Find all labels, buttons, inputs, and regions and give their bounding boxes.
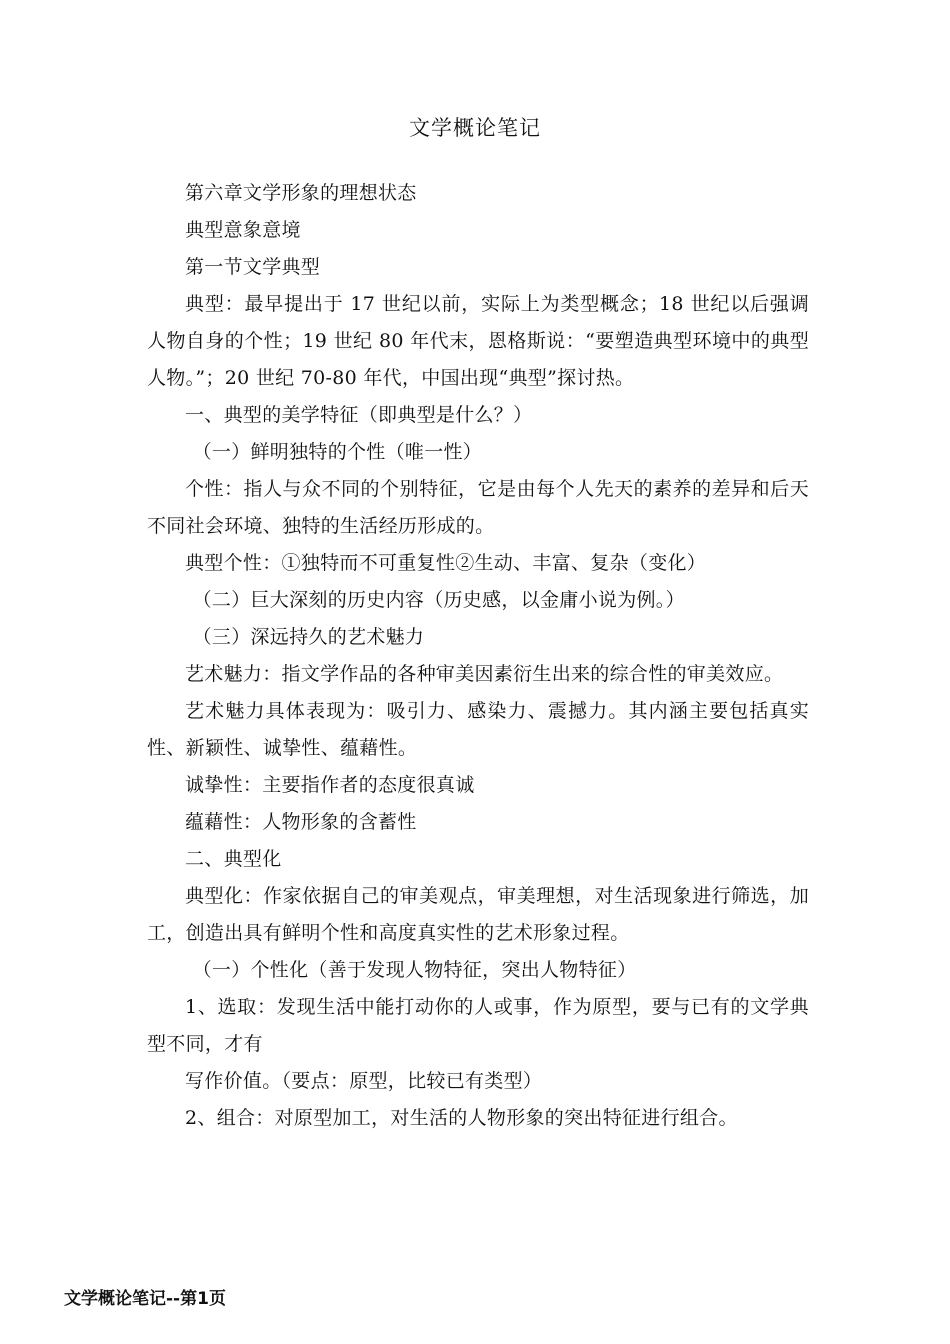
subheading-artistic-charm: （三）深远持久的艺术魅力 [192, 626, 425, 648]
paragraph-artistic-charm-definition: 艺术魅力：指文学作品的各种审美因素衍生出来的综合性的审美效应。 [185, 663, 784, 685]
paragraph-implicitness: 蕴藉性：人物形象的含蓄性 [185, 811, 417, 833]
paragraph-selection: 1、选取：发现生活中能打动你的人或事，作为原型，要与已有的文学典型不同，才有 [147, 996, 809, 1055]
document-body [147, 175, 809, 1137]
subheading-historical-content: （二）巨大深刻的历史内容（历史感，以金庸小说为例。） [192, 589, 685, 611]
page-title: 文学概论笔记 [409, 116, 541, 140]
subheading-personality: （一）鲜明独特的个性（唯一性） [192, 441, 483, 463]
chapter-subheading: 典型意象意境 [185, 219, 301, 241]
paragraph-writing-value: 写作价值。（要点：原型，比较已有类型） [185, 1070, 543, 1092]
paragraph-typification-definition: 典型化：作家依据自己的审美观点，审美理想，对生活现象进行筛选，加工，创造出具有鲜明个性和高度真实性的艺术形象过程。 [147, 885, 809, 944]
section-heading: 第一节文学典型 [185, 256, 321, 278]
paragraph-typical-personality: 典型个性：①独特而不可重复性②生动、丰富、复杂（变化） [185, 552, 707, 574]
page-footer: 文学概论笔记--第1页 [64, 1289, 226, 1309]
heading-aesthetic-features: 一、典型的美学特征（即典型是什么？） [185, 404, 533, 426]
paragraph-artistic-charm-manifestation: 艺术魅力具体表现为：吸引力、感染力、震撼力。其内涵主要包括真实性、新颖性、诚挚性、蕴藉性。 [147, 700, 809, 759]
heading-typification: 二、典型化 [185, 848, 282, 870]
chapter-heading: 第六章文学形象的理想状态 [185, 182, 417, 204]
paragraph-personality: 个性：指人与众不同的个别特征，它是由每个人先天的素养的差异和后天不同社会环境、独特的生活经历形成的。 [147, 478, 809, 537]
paragraph-sincerity: 诚挚性：主要指作者的态度很真诚 [185, 774, 475, 796]
paragraph-typical-history: 典型：最早提出于 17 世纪以前，实际上为类型概念；18 世纪以后强调人物自身的个性；19 世纪 80 年代末，恩格斯说：“要塑造典型环境中的典型人物。”；20 世纪 70-80 年代，中国出现“典型”探讨热。 [147, 293, 809, 389]
paragraph-combination: 2、组合：对原型加工，对生活的人物形象的突出特征进行组合。 [185, 1107, 738, 1129]
subheading-individualization: （一）个性化（善于发现人物特征，突出人物特征） [192, 959, 637, 981]
